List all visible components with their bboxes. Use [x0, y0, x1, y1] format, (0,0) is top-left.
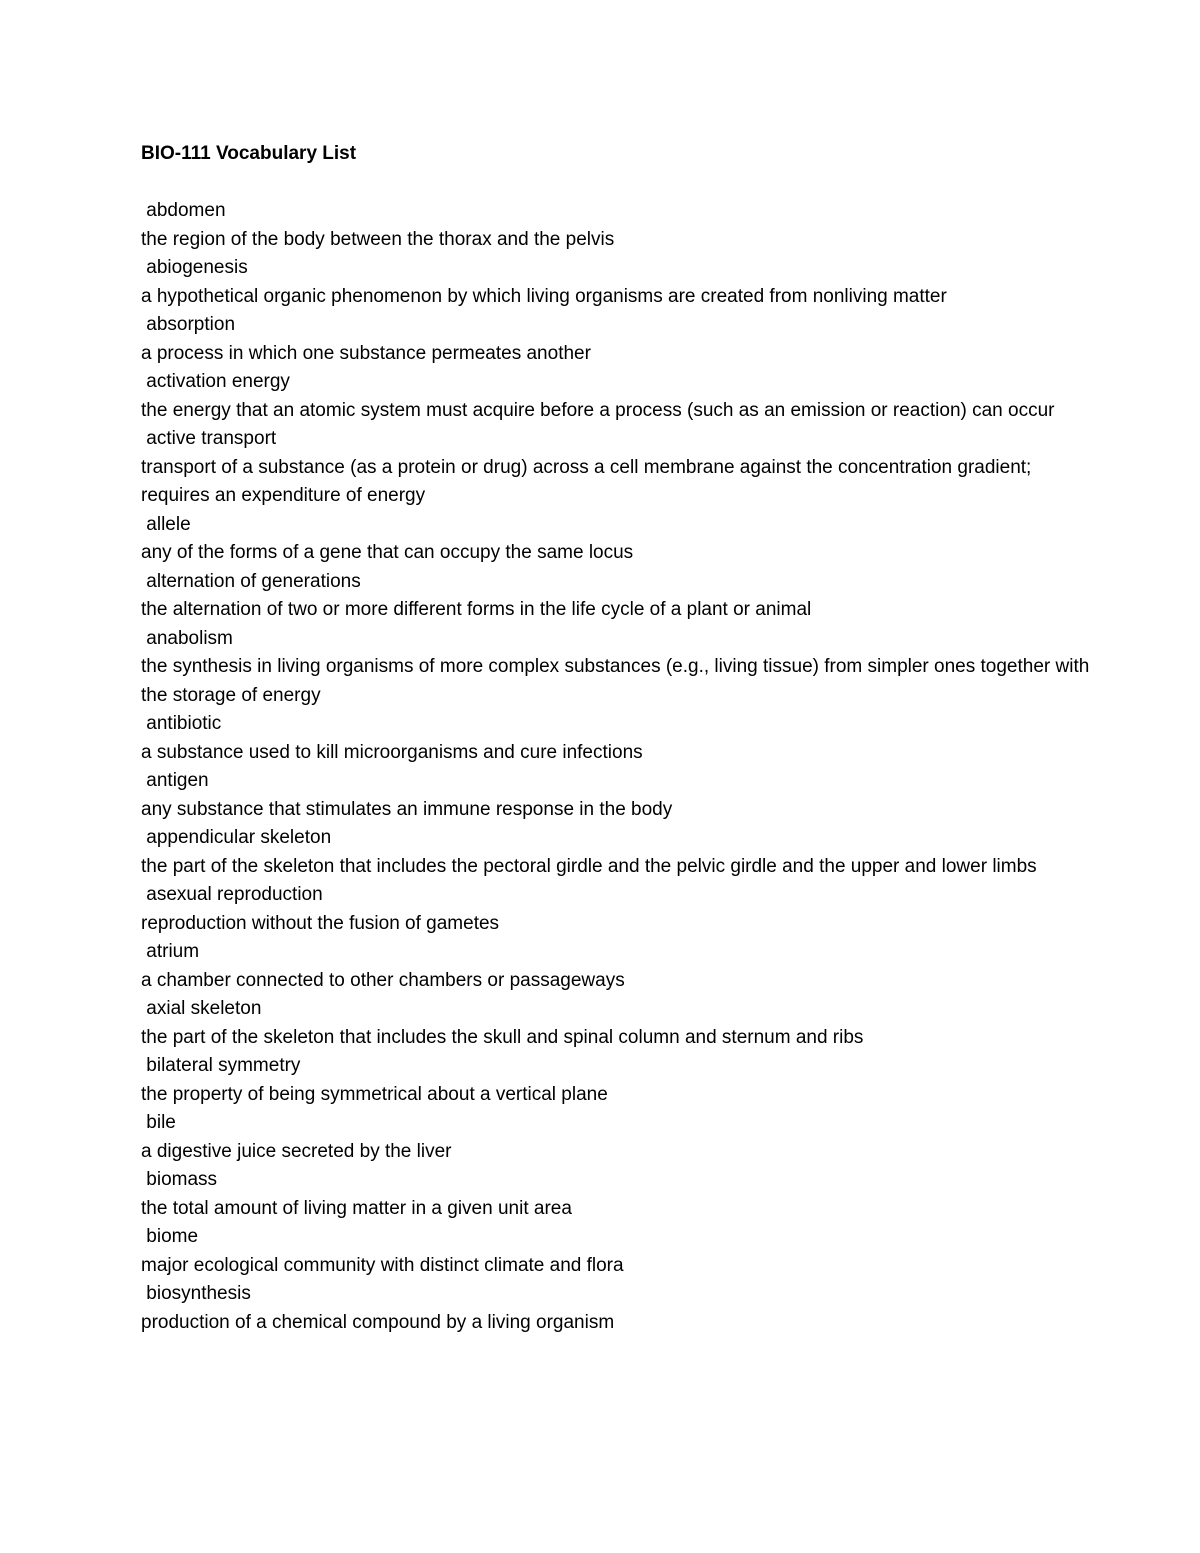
- vocabulary-term: bile: [141, 1112, 176, 1133]
- vocabulary-definition: any of the forms of a gene that can occupy the same locus: [141, 542, 634, 563]
- vocabulary-list: [141, 197, 1101, 1337]
- vocabulary-entry: [141, 1109, 1101, 1166]
- vocabulary-definition: reproduction without the fusion of gametes: [141, 912, 500, 934]
- vocabulary-definition: a substance used to kill microorganisms and cure infections: [141, 741, 643, 763]
- vocabulary-definition: transport of a substance (as a protein or drug) across a cell membrane against the concentration gradient; requires an expenditure of energy: [141, 456, 1032, 506]
- vocabulary-entry: [141, 197, 1101, 254]
- vocabulary-definition: the property of being symmetrical about a vertical plane: [141, 1083, 608, 1105]
- vocabulary-entry: [141, 425, 1101, 511]
- vocabulary-term: biomass: [141, 1169, 218, 1190]
- vocabulary-term: antibiotic: [141, 713, 222, 734]
- vocabulary-term: bilateral symmetry: [141, 1055, 301, 1076]
- vocabulary-term: absorption: [141, 314, 236, 335]
- vocabulary-term: abdomen: [141, 200, 226, 221]
- vocabulary-definition: a chamber connected to other chambers or passageways: [141, 969, 625, 991]
- vocabulary-entry: [141, 995, 1101, 1052]
- vocabulary-entry: [141, 1052, 1101, 1109]
- vocabulary-entry: [141, 568, 1101, 625]
- vocabulary-term: allele: [141, 513, 191, 535]
- vocabulary-entry: [141, 938, 1101, 995]
- vocabulary-term: abiogenesis: [141, 257, 248, 278]
- vocabulary-entry: [141, 368, 1101, 425]
- vocabulary-definition: the part of the skeleton that includes the pectoral girdle and the pelvic girdle and the upper and lower limbs: [141, 855, 1037, 877]
- vocabulary-term: axial skeleton: [141, 998, 262, 1019]
- vocabulary-entry: [141, 1223, 1101, 1280]
- vocabulary-term: anabolism: [141, 627, 233, 649]
- vocabulary-entry: [141, 1166, 1101, 1223]
- vocabulary-definition: a process in which one substance permeates another: [141, 342, 591, 364]
- vocabulary-term: active transport: [141, 428, 277, 449]
- document-title: BIO-111 Vocabulary List: [141, 143, 357, 164]
- vocabulary-entry: [141, 1280, 1101, 1337]
- vocabulary-definition: the region of the body between the thorax and the pelvis: [141, 228, 615, 250]
- vocabulary-term: antigen: [141, 770, 209, 791]
- vocabulary-entry: [141, 254, 1101, 311]
- vocabulary-definition: the part of the skeleton that includes the skull and spinal column and sternum and ribs: [141, 1026, 864, 1048]
- vocabulary-term: biosynthesis: [141, 1283, 251, 1304]
- vocabulary-definition: a digestive juice secreted by the liver: [141, 1140, 452, 1162]
- vocabulary-entry: [141, 710, 1101, 767]
- vocabulary-entry: [141, 824, 1101, 881]
- vocabulary-entry: [141, 625, 1101, 711]
- vocabulary-term: activation energy: [141, 371, 290, 392]
- vocabulary-definition: the energy that an atomic system must acquire before a process (such as an emission or reaction) can occur: [141, 399, 1055, 421]
- vocabulary-entry: [141, 311, 1101, 368]
- vocabulary-term: appendicular skeleton: [141, 827, 332, 848]
- vocabulary-term: asexual reproduction: [141, 884, 323, 905]
- vocabulary-entry: [141, 767, 1101, 824]
- vocabulary-definition: the alternation of two or more different forms in the life cycle of a plant or animal: [141, 599, 812, 620]
- vocabulary-term: atrium: [141, 941, 200, 962]
- vocabulary-entry: [141, 881, 1101, 938]
- vocabulary-definition: major ecological community with distinct climate and flora: [141, 1254, 624, 1276]
- vocabulary-definition: any substance that stimulates an immune response in the body: [141, 798, 673, 820]
- vocabulary-definition: production of a chemical compound by a living organism: [141, 1311, 615, 1333]
- vocabulary-term: biome: [141, 1226, 199, 1247]
- vocabulary-definition: the total amount of living matter in a given unit area: [141, 1197, 572, 1219]
- vocabulary-term: alternation of generations: [141, 570, 361, 592]
- vocabulary-definition: the synthesis in living organisms of more complex substances (e.g., living tissue) from simpler ones together with the storage of energy: [141, 656, 1090, 706]
- vocabulary-entry: [141, 511, 1101, 568]
- vocabulary-definition: a hypothetical organic phenomenon by which living organisms are created from nonliving matter: [141, 285, 947, 307]
